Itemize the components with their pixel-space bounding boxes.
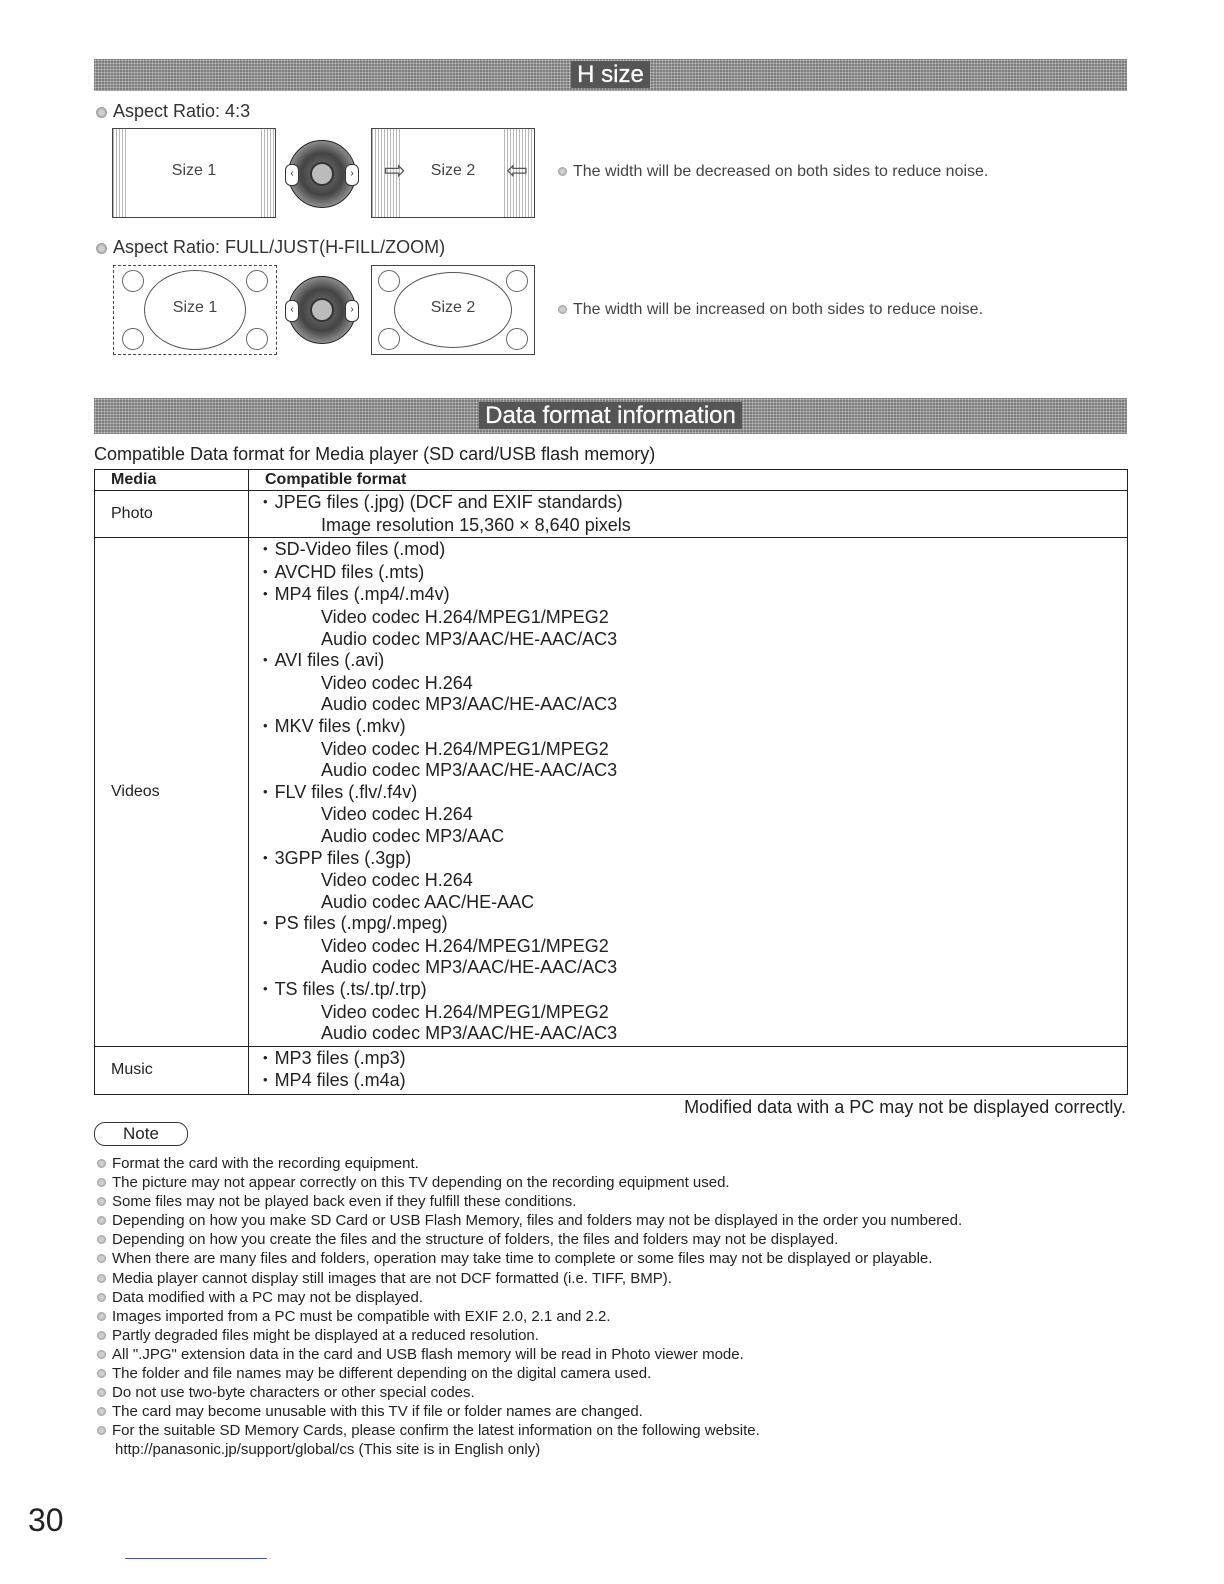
format-line: • JPEG files (.jpg) (DCF and EXIF standards) xyxy=(263,492,1127,515)
size2-label: Size 2 xyxy=(430,162,476,179)
bullet-icon xyxy=(97,1331,106,1340)
format-line: Video codec H.264/MPEG1/MPEG2 xyxy=(321,738,609,759)
h-size-banner xyxy=(94,59,1127,91)
note-item: Partly degraded files might be displayed at a reduced resolution. xyxy=(97,1326,962,1345)
corner-circle xyxy=(506,328,528,350)
aspect-full-label: Aspect Ratio: FULL/JUST(H-FILL/ZOOM) xyxy=(96,237,445,258)
left-arrow-icon: ‹ xyxy=(285,164,299,186)
note-item: When there are many files and folders, operation may take time to complete or some files may not be displayed or playable. xyxy=(97,1249,962,1268)
h-size-title: H size xyxy=(571,61,650,88)
bullet-icon xyxy=(97,1369,106,1378)
format-line: Audio codec MP3/AAC/HE-AAC/AC3 xyxy=(321,1023,618,1044)
table-row xyxy=(95,491,1128,538)
format-line: Audio codec MP3/AAC/HE-AAC/AC3 xyxy=(321,628,618,649)
format-line: • MP4 files (.mp4/.m4v) xyxy=(263,584,1127,607)
desc-43: The width will be decreased on both sides to reduce noise. xyxy=(558,163,988,181)
data-format-subtitle: Compatible Data format for Media player (SD card/USB flash memory) xyxy=(94,444,656,464)
note-badge: Note xyxy=(94,1122,188,1146)
format-line: • AVI files (.avi) xyxy=(263,650,1127,673)
bullet-icon xyxy=(97,1197,106,1206)
media-photo: Photo xyxy=(95,491,249,538)
desc-full: The width will be increased on both sides to reduce noise. xyxy=(558,301,983,319)
note-item: Format the card with the recording equipment. xyxy=(97,1154,962,1173)
media-music: Music xyxy=(95,1046,249,1094)
music-formats xyxy=(249,1046,1128,1094)
bullet-icon xyxy=(558,167,567,176)
format-line: • 3GPP files (.3gp) xyxy=(263,848,1127,871)
format-line: • TS files (.ts/.tp/.trp) xyxy=(263,979,1127,1002)
note-item: The folder and file names may be different depending on the digital camera used. xyxy=(97,1364,962,1383)
bullet-icon xyxy=(97,1235,106,1244)
corner-circle xyxy=(122,328,144,350)
format-line: Audio codec MP3/AAC/HE-AAC/AC3 xyxy=(321,694,618,715)
bullet-icon xyxy=(97,1426,106,1435)
format-table xyxy=(94,469,1128,1095)
note-item: For the suitable SD Memory Cards, please confirm the latest information on the following website. xyxy=(97,1421,962,1440)
format-line: • MP4 files (.m4a) xyxy=(263,1070,1127,1093)
note-item: The card may become unusable with this TV if file or folder names are changed. xyxy=(97,1402,962,1421)
table-row xyxy=(95,1046,1128,1094)
bullet-icon xyxy=(97,1407,106,1416)
arrow-left-icon: ⇦ xyxy=(506,155,528,185)
header-media: Media xyxy=(95,470,249,491)
left-arrow-icon: ‹ xyxy=(285,300,299,322)
bullet-icon xyxy=(96,107,107,118)
page-number: 30 xyxy=(28,1502,64,1538)
format-line: Video codec H.264 xyxy=(321,672,473,693)
note-item: Some files may not be played back even if they fulfill these conditions. xyxy=(97,1192,962,1211)
data-format-banner xyxy=(94,398,1127,434)
note-item: All ".JPG" extension data in the card and USB flash memory will be read in Photo viewer mode. xyxy=(97,1345,962,1364)
format-line: Video codec H.264 xyxy=(321,804,473,825)
format-line: Audio codec MP3/AAC/HE-AAC/AC3 xyxy=(321,760,618,781)
format-line: Audio codec MP3/AAC/HE-AAC/AC3 xyxy=(321,957,618,978)
remote-dpad-icon xyxy=(288,140,356,208)
corner-circle xyxy=(246,270,268,292)
corner-circle xyxy=(506,270,528,292)
bullet-icon xyxy=(97,1254,106,1263)
format-line: Audio codec AAC/HE-AAC xyxy=(321,891,535,912)
bullet-icon xyxy=(97,1350,106,1359)
format-line: Video codec H.264/MPEG1/MPEG2 xyxy=(321,935,609,956)
ok-button-icon xyxy=(310,298,334,322)
photo-formats xyxy=(249,491,1128,538)
format-line: • MP3 files (.mp3) xyxy=(263,1048,1127,1071)
bullet-icon xyxy=(97,1312,106,1321)
note-item: Do not use two-byte characters or other special codes. xyxy=(97,1383,962,1402)
header-format: Compatible format xyxy=(249,470,1128,491)
aspect-43-label: Aspect Ratio: 4:3 xyxy=(96,101,250,122)
note-item: Depending on how you create the files and the structure of folders, the files and folders may not be displayed. xyxy=(97,1230,962,1249)
corner-circle xyxy=(378,270,400,292)
format-line: Video codec H.264/MPEG1/MPEG2 xyxy=(321,1001,609,1022)
bullet-icon xyxy=(97,1178,106,1187)
note-item: Depending on how you make SD Card or USB Flash Memory, files and folders may not be displayed in the order you numbered. xyxy=(97,1211,962,1230)
format-line: Audio codec MP3/AAC xyxy=(321,825,505,846)
note-item: Media player cannot display still images that are not DCF formatted (i.e. TIFF, BMP). xyxy=(97,1269,962,1288)
data-format-title: Data format information xyxy=(479,402,742,429)
corner-circle xyxy=(122,270,144,292)
modified-note: Modified data with a PC may not be displayed correctly. xyxy=(684,1097,1126,1117)
right-arrow-icon: › xyxy=(345,300,359,322)
size2-full-box xyxy=(371,265,535,355)
bullet-icon xyxy=(558,305,567,314)
size2-43-box xyxy=(371,128,535,218)
size1-full-box xyxy=(113,265,277,355)
format-line: • MKV files (.mkv) xyxy=(263,716,1127,739)
size1-label: Size 1 xyxy=(171,162,217,179)
note-item: Images imported from a PC must be compatible with EXIF 2.0, 2.1 and 2.2. xyxy=(97,1307,962,1326)
format-line: • SD-Video files (.mod) xyxy=(263,539,1127,562)
arrow-right-icon: ⇨ xyxy=(384,155,406,185)
footer-rule xyxy=(125,1558,267,1559)
table-row xyxy=(95,538,1128,1047)
ok-button-icon xyxy=(310,162,334,186)
format-line: • PS files (.mpg/.mpeg) xyxy=(263,913,1127,936)
bullet-icon xyxy=(97,1159,106,1168)
bullet-icon xyxy=(97,1388,106,1397)
videos-formats xyxy=(249,538,1128,1047)
bullet-icon xyxy=(97,1274,106,1283)
right-arrow-icon: › xyxy=(345,164,359,186)
note-item: The picture may not appear correctly on this TV depending on the recording equipment used. xyxy=(97,1173,962,1192)
size1-label: Size 1 xyxy=(172,299,218,316)
bullet-icon xyxy=(97,1216,106,1225)
format-line: Video codec H.264 xyxy=(321,870,473,891)
format-line: Image resolution 15,360 × 8,640 pixels xyxy=(321,514,631,535)
size1-43-box xyxy=(112,128,276,218)
notes-list xyxy=(97,1154,962,1460)
bullet-icon xyxy=(96,243,107,254)
remote-dpad-icon xyxy=(288,276,356,344)
media-videos: Videos xyxy=(95,538,249,1047)
corner-circle xyxy=(246,328,268,350)
format-line: Video codec H.264/MPEG1/MPEG2 xyxy=(321,606,609,627)
format-line: • FLV files (.flv/.f4v) xyxy=(263,782,1127,805)
website-url: http://panasonic.jp/support/global/cs (This site is in English only) xyxy=(115,1441,541,1459)
note-item: Data modified with a PC may not be displayed. xyxy=(97,1288,962,1307)
format-line: • AVCHD files (.mts) xyxy=(263,562,1127,585)
corner-circle xyxy=(378,328,400,350)
size2-label: Size 2 xyxy=(430,299,476,316)
table-header-row xyxy=(95,470,1128,491)
bullet-icon xyxy=(97,1293,106,1302)
